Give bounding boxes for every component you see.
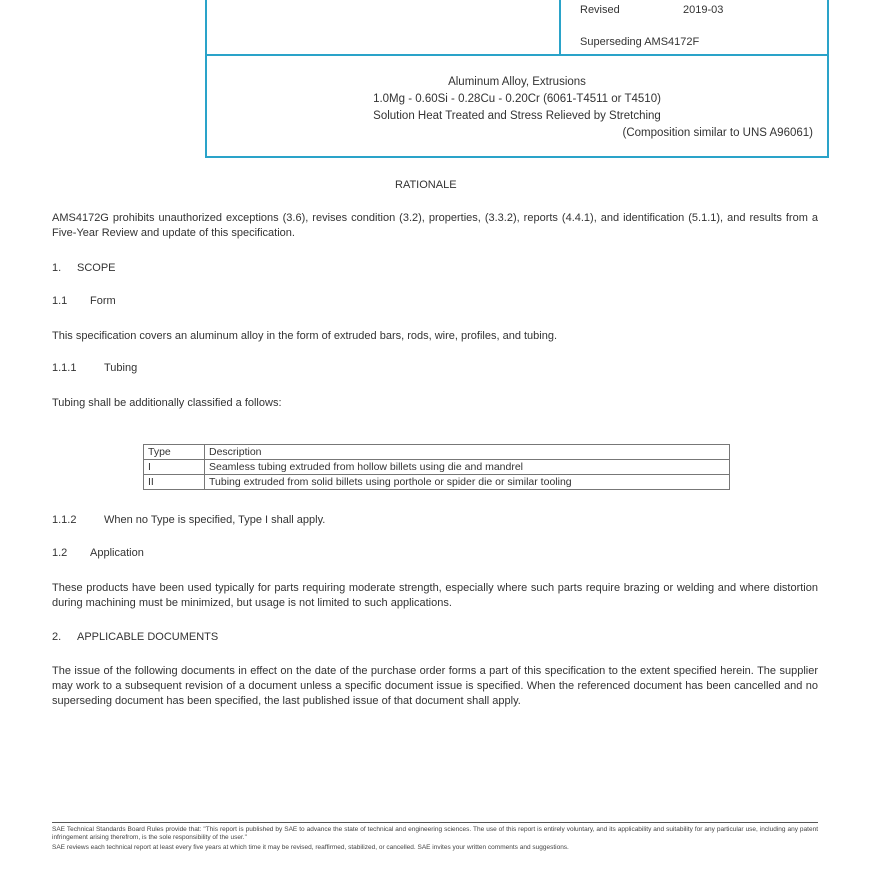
section-title: APPLICABLE DOCUMENTS	[77, 631, 219, 643]
section-title: SCOPE	[77, 262, 116, 274]
form-paragraph: This specification covers an aluminum alloy in the form of extruded bars, rods, wire, profiles, and tubing.	[52, 330, 558, 342]
title-line-3: Solution Heat Treated and Stress Relieved by Stretching	[373, 110, 661, 122]
footer-line-2: SAE reviews each technical report at least every five years at which time it may be revised, reaffirmed, stabilized, or cancelled. SAE invites your written comments and suggestions.	[52, 844, 569, 851]
header-divider	[559, 0, 561, 54]
table-header-cell: Description	[205, 445, 730, 460]
table-row	[144, 475, 730, 490]
title-line-2: 1.0Mg - 0.60Si - 0.28Cu - 0.20Cr (6061-T4511 or T4510)	[373, 93, 661, 105]
section-number: 1.1	[52, 295, 68, 307]
section-title: When no Type is specified, Type I shall apply.	[104, 514, 326, 526]
document-header-box	[205, 0, 829, 56]
table-header-cell: Type	[144, 445, 205, 460]
rationale-text: AMS4172G prohibits unauthorized exceptions (3.6), revises condition (3.2), properties, (3.3.2), reports (4.4.1), and identification (5.1.1), and results from a Five-Year Review and update of this specification.	[52, 212, 818, 239]
table-cell: Seamless tubing extruded from hollow billets using die and mandrel	[205, 460, 730, 475]
section-number: 1.1.2	[52, 514, 77, 526]
section-1-1-2-heading	[52, 514, 325, 526]
footer-notice	[52, 826, 818, 852]
section-number: 2.	[52, 631, 62, 643]
rationale-heading: RATIONALE	[395, 179, 457, 191]
tubing-type-table	[143, 444, 730, 490]
section-title: Form	[90, 295, 116, 307]
section-number: 1.	[52, 262, 62, 274]
footer-line-1: SAE Technical Standards Board Rules provide that: "This report is published by SAE to advance the state of technical and engineering sciences. The use of this report is entirely voluntary, and its applicability and suitability for any particular use, including any patent infringement arising therefrom, is the sole responsibility of the user."	[52, 826, 818, 841]
revised-date: 2019-03	[683, 4, 724, 16]
table-row	[144, 460, 730, 475]
title-block	[205, 54, 829, 158]
revised-label: Revised	[580, 4, 620, 16]
table-header-row	[144, 445, 730, 460]
title-line-1: Aluminum Alloy, Extrusions	[448, 76, 586, 88]
application-paragraph: These products have been used typically for parts requiring moderate strength, especially where such parts require brazing or welding and where distortion during machining must be minimized, but usage is not limited to such applications.	[52, 582, 818, 609]
table-cell: I	[144, 460, 205, 475]
section-title: Application	[90, 547, 144, 559]
title-line-4: (Composition similar to UNS A96061)	[622, 127, 813, 139]
table-cell: II	[144, 475, 205, 490]
footer-rule	[52, 822, 818, 823]
section-number: 1.1.1	[52, 362, 77, 374]
section-1-1-1-heading	[52, 362, 137, 374]
section-number: 1.2	[52, 547, 68, 559]
table-cell: Tubing extruded from solid billets using porthole or spider die or similar tooling	[205, 475, 730, 490]
superseding-text: Superseding AMS4172F	[580, 36, 700, 48]
tubing-paragraph: Tubing shall be additionally classified a follows:	[52, 397, 282, 409]
section-1-heading	[52, 262, 116, 274]
section-1-2-heading	[52, 547, 144, 559]
applicable-documents-paragraph: The issue of the following documents in effect on the date of the purchase order forms a part of this specification to the extent specified herein. The supplier may work to a subsequent revision of a document unless a specific document issue is specified. When the referenced document has been cancelled and no superseding document has been specified, the last published issue of that document shall apply.	[52, 665, 818, 707]
section-title: Tubing	[104, 362, 138, 374]
section-1-1-heading	[52, 295, 116, 307]
section-2-heading	[52, 631, 218, 643]
